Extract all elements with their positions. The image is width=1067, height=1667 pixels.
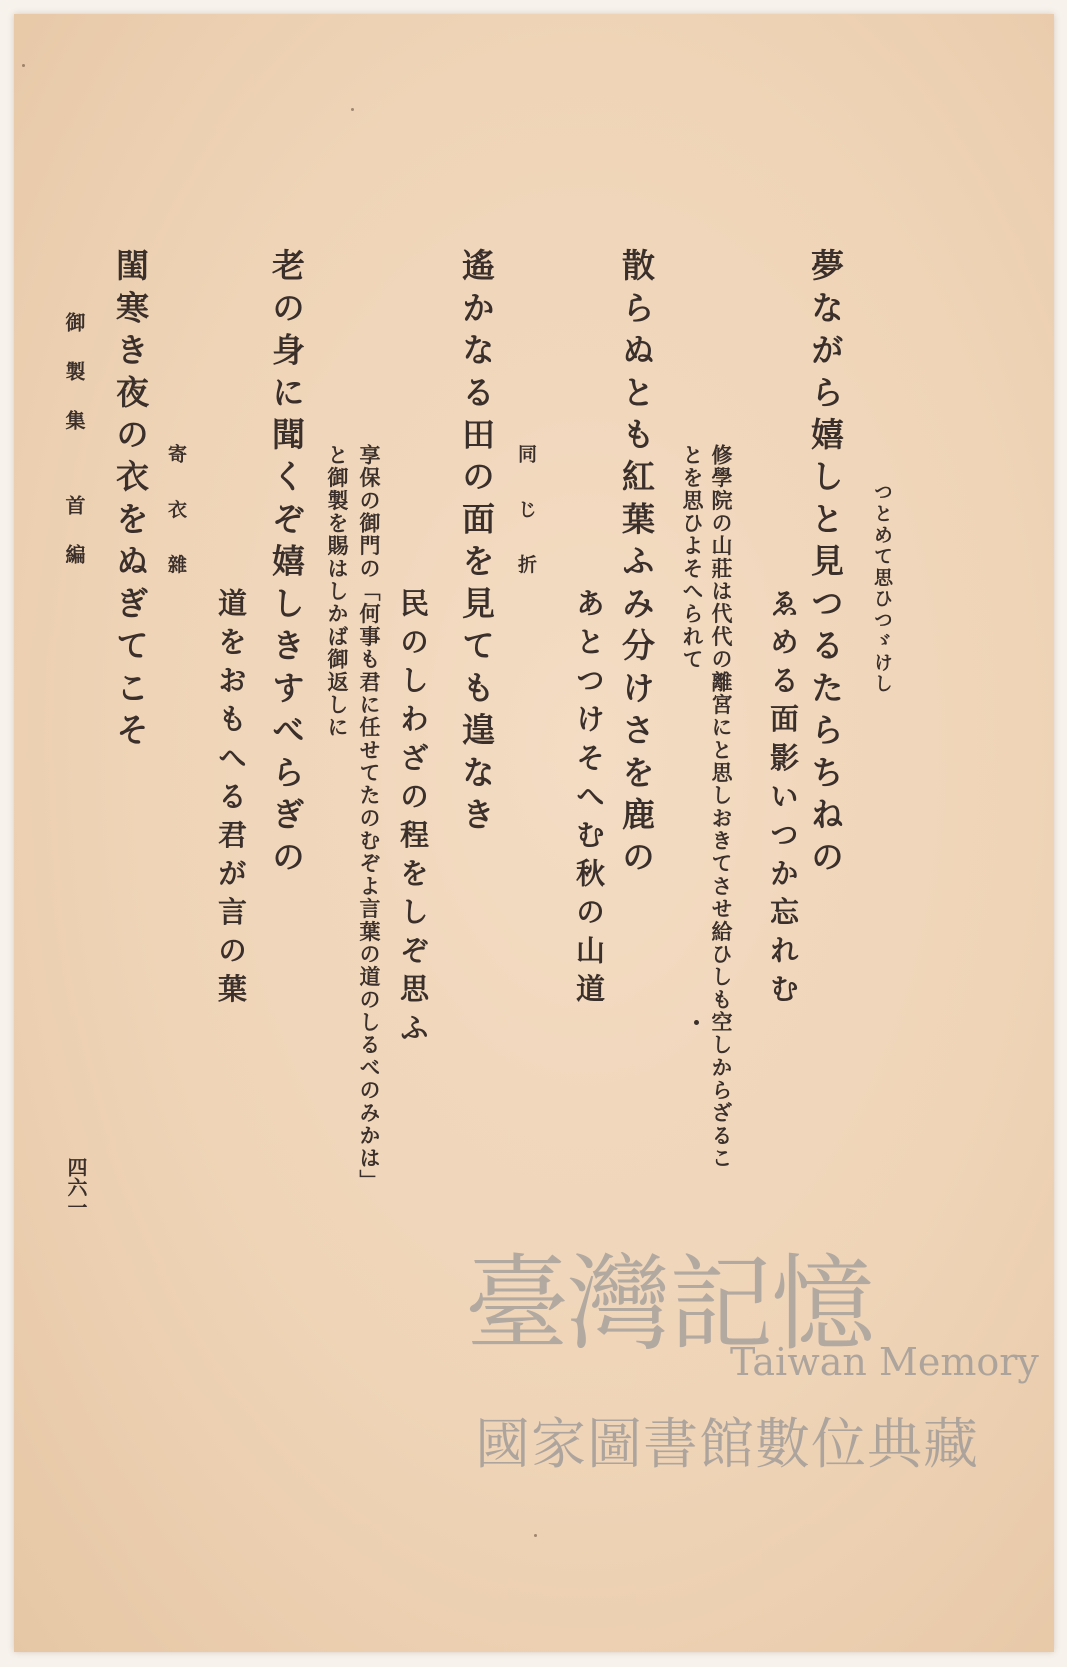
poem-note-line: と御製を賜はしかば御返しに [325,444,350,739]
poem-note-line: 享保の御門の「何事も君に任せてたのむぞよ言葉の道のしるべのみかは」 [357,444,382,1193]
poem-lower-line: ゑめる面影いつか忘れむ [766,588,800,1013]
poem-upper-line: 閨寒き夜の衣をぬぎてこそ [111,248,150,755]
paper-speck [351,108,354,111]
poem-upper-line: 遙かなる田の面を見ても遑なき [457,248,496,840]
poem-topic: 同じ折 [515,444,537,610]
watermark-library: 國家圖書館數位典藏 [475,1412,980,1476]
poem-lower-line: 民のしわざの程をしぞ思ふ [396,588,430,1051]
paper-speck [22,64,25,67]
page-number: 四六一 [64,1157,88,1217]
poem-upper-line: 老の身に聞くぞ嬉しきすべらぎの [267,248,306,882]
watermark-title: 臺灣記憶 [465,1243,874,1365]
poem-upper-line: 散らぬとも紅葉ふみ分けさを鹿の [617,248,656,882]
poem-intro: つとめて思ひつゞけし [871,482,893,695]
paper-speck [534,1534,537,1537]
poem-topic: 寄衣雜 [165,444,187,610]
poem-note-line: 修學院の山莊は代代の離宮にと思しおきてさせ給ひしも空しからざるこ [709,444,734,1170]
watermark-subtitle: Taiwan Memory [730,1340,1039,1384]
poem-upper-line: 夢ながら嬉しと見つるたらちねの [806,248,845,882]
running-header: 御製集 首編 [62,312,86,593]
poem-lower-line: 道をおもへる君が言の葉 [214,588,248,1013]
mark-dot [694,1020,699,1025]
poem-lower-line: あとつけそへむ秋の山道 [572,588,606,1013]
poem-note-line: とを思ひよそへられて [680,444,705,671]
